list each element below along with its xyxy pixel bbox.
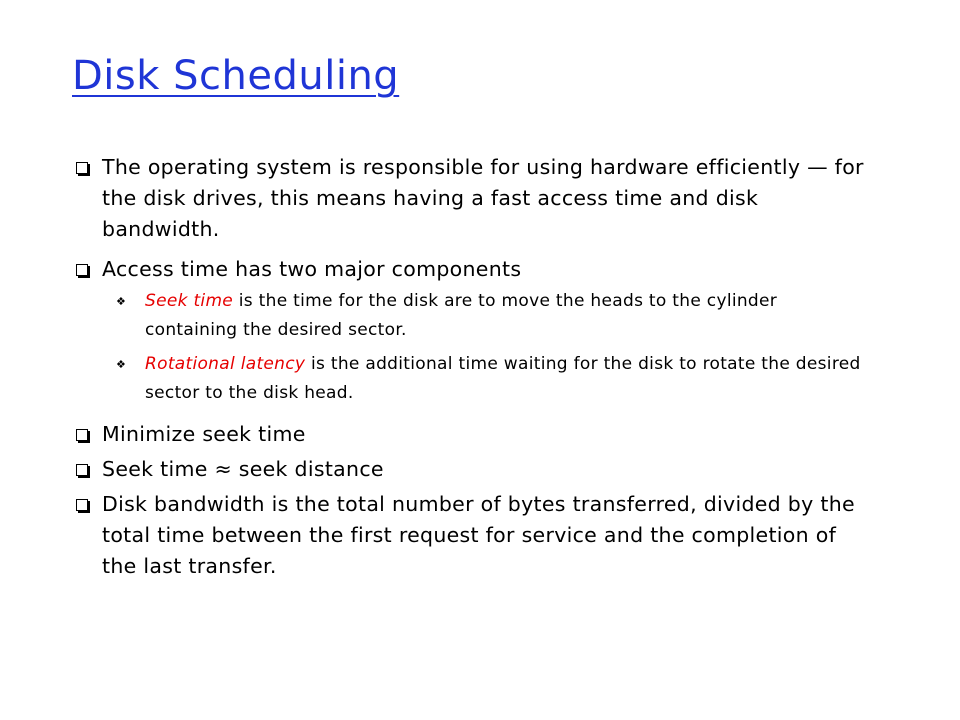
- square-bullet-icon: [76, 264, 88, 276]
- diamond-bullet-icon: ❖: [116, 295, 127, 308]
- sub-bullet-text: is the time for the disk are to move the heads to the cylinder containing the desired sector.: [145, 291, 778, 340]
- bullet-item: [74, 489, 874, 582]
- bullet-text: Minimize seek time: [102, 422, 306, 446]
- square-bullet-icon: [76, 499, 88, 511]
- slide-title: Disk Scheduling: [72, 53, 400, 99]
- sub-bullet-item: [74, 287, 874, 345]
- bullet-item: [74, 152, 874, 245]
- bullet-text: Disk bandwidth is the total number of bytes transferred, divided by the total time between the first request for service and the completion of the last transfer.: [102, 492, 855, 578]
- square-bullet-icon: [76, 464, 88, 476]
- bullet-text: The operating system is responsible for using hardware efficiently — for the disk drives, this means having a fast access time and disk bandwidth.: [102, 155, 864, 241]
- bullet-text: Access time has two major components: [102, 257, 522, 281]
- bullet-item: [74, 454, 874, 485]
- slide-content: [74, 152, 874, 591]
- sub-bullet-term: Seek time: [145, 291, 234, 311]
- sub-bullet-term: Rotational latency: [145, 354, 306, 374]
- sub-bullet-item: [74, 350, 874, 408]
- bullet-item: [74, 254, 874, 285]
- square-bullet-icon: [76, 162, 88, 174]
- sub-bullet-text: is the additional time waiting for the disk to rotate the desired sector to the disk head.: [145, 354, 861, 403]
- bullet-text: Seek time ≈ seek distance: [102, 457, 384, 481]
- square-bullet-icon: [76, 429, 88, 441]
- bullet-item: [74, 419, 874, 450]
- diamond-bullet-icon: ❖: [116, 358, 127, 371]
